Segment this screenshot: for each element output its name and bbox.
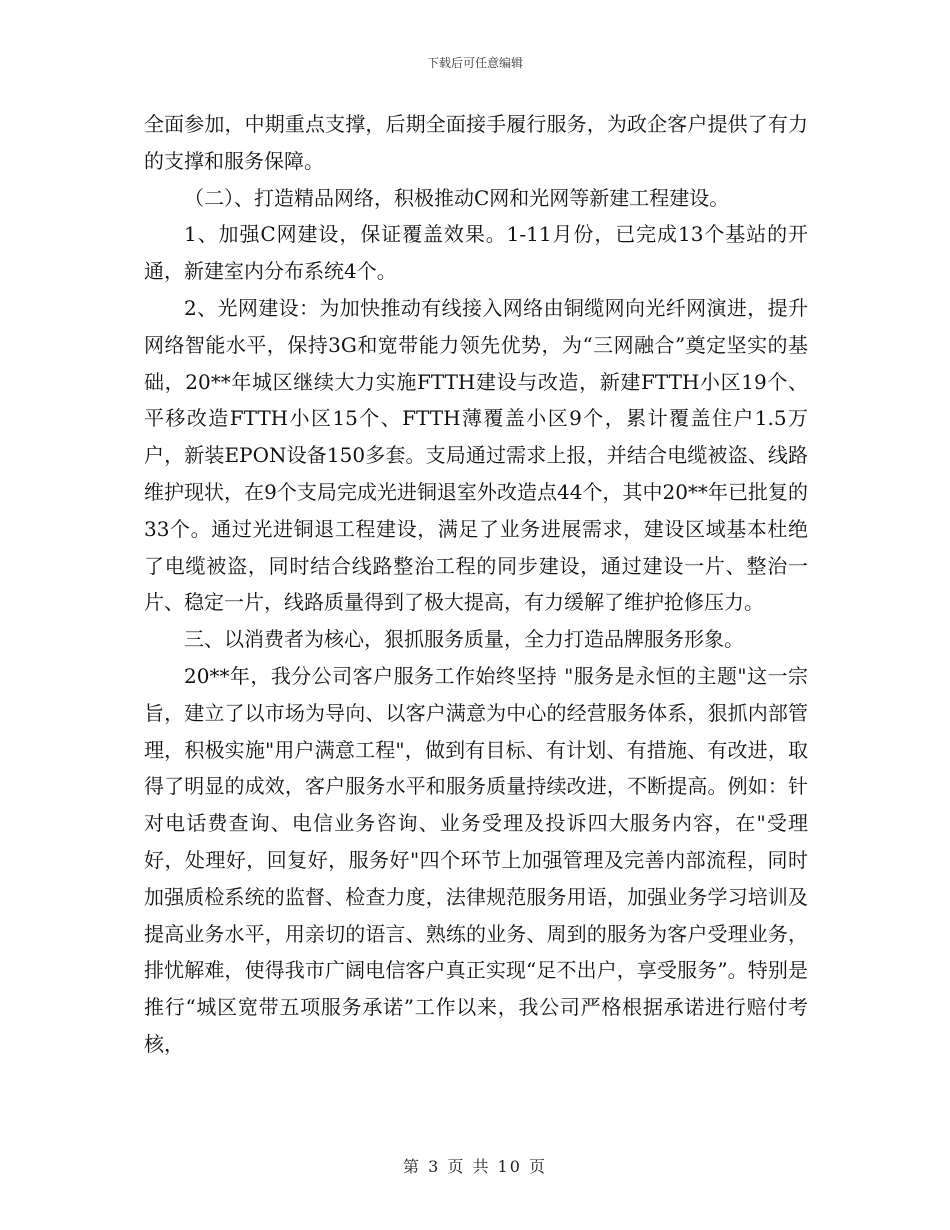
paragraph-6: 20**年，我分公司客户服务工作始终坚持 "服务是永恒的主题"这一宗旨，建立了以市场为导向、以客户满意为中心的经营服务体系，狠抓内部管理，积极实施"用户满意工程"，做到有目标、有计划、有措施、有改进，取得了明显的成效，客户服务水平和服务质量持续改进，不断提高。例如：针对电话费查询、电信业务咨询、业务受理及投诉四大服务内容，在"受理好，处理好，回复好，服务好"四个环节上加强管理及完善内部流程，同时加强质检系统的监督、检查力度，法律规范服务用语，加强业务学习培训及提高业务水平，用亲切的语言、熟练的业务、周到的服务为客户受理业务，排忧解难，使得我市广阔电信客户真正实现“足不出户，享受服务”。特别是推行“城区宽带五项服务承诺”工作以来，我公司严格根据承诺进行赔付考核， [144,663,808,1056]
paragraph-1: 全面参加，中期重点支撑，后期全面接手履行服务，为政企客户提供了有力的支撑和服务保障。 [144,112,808,173]
page-footer: 第 3 页 共 10 页 [403,1157,547,1176]
page-header: 下载后可任意编辑 [426,56,523,70]
document-body [144,106,808,1063]
paragraph-3: 1、加强C网建设，保证覆盖效果。1-11月份，已完成13个基站的开通，新建室内分布系统4个。 [144,222,808,284]
paragraph-5: 三、以消费者为核心，狠抓服务质量，全力打造品牌服务形象。 [184,627,744,652]
paragraph-4: 2、光网建设：为加快推动有线接入网络由铜缆网向光纤网演进，提升网络智能水平，保持3G和宽带能力领先优势，为“三网融合”奠定坚实的基础，20**年城区继续大力实施FTTH建设与改造，新建FTTH小区19个、平移改造FTTH小区15个、FTTH薄覆盖小区9个，累计覆盖住户1.5万户，新装EPON设备150多套。支局通过需求上报，并结合电缆被盗、线路维护现状，在9个支局完成光进铜退室外改造点44个，其中20**年已批复的33个。通过光进铜退工程建设，满足了业务进展需求，建设区域基本杜绝了电缆被盗，同时结合线路整治工程的同步建设，通过建设一片、整治一片、稳定一片，线路质量得到了极大提高，有力缓解了维护抢修压力。 [144,295,808,615]
paragraph-2: （二）、打造精品网络，积极推动C网和光网等新建工程建设。 [184,185,730,210]
